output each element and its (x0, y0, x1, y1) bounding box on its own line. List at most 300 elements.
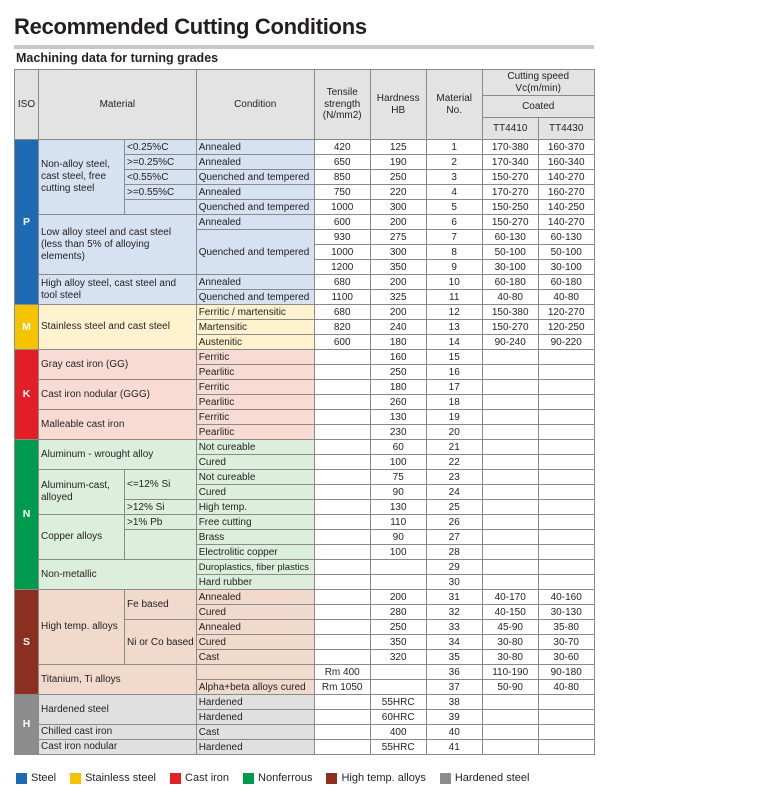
material-no-cell: 14 (426, 335, 482, 350)
condition-cell: Quenched and tempered (196, 290, 314, 305)
speed-tt4410-cell (482, 350, 538, 365)
material-no-cell: 26 (426, 515, 482, 530)
legend-item (326, 772, 425, 784)
hardness-cell: 275 (370, 230, 426, 245)
hardness-cell: 280 (370, 605, 426, 620)
condition-cell: Pearlitic (196, 365, 314, 380)
condition-cell: Cured (196, 455, 314, 470)
tensile-cell: 1000 (314, 245, 370, 260)
tensile-cell (314, 530, 370, 545)
material-no-cell: 10 (426, 275, 482, 290)
tensile-cell (314, 485, 370, 500)
speed-tt4410-cell: 170-380 (482, 140, 538, 155)
hardness-cell (370, 575, 426, 590)
tensile-cell (314, 545, 370, 560)
speed-tt4430-cell (538, 425, 594, 440)
tensile-cell: 1200 (314, 260, 370, 275)
page-title: Recommended Cutting Conditions (14, 14, 367, 39)
legend-label: Steel (31, 772, 57, 784)
table-row (15, 725, 595, 740)
speed-tt4430-cell: 40-160 (538, 590, 594, 605)
hardness-cell: 250 (370, 620, 426, 635)
table-row (15, 740, 595, 755)
material-no-cell: 34 (426, 635, 482, 650)
material-no-cell: 12 (426, 305, 482, 320)
condition-cell: Martensitic (196, 320, 314, 335)
speed-tt4430-cell: 90-220 (538, 335, 594, 350)
carbon-range: <0.25%C (125, 140, 197, 155)
iso-group-h: H (15, 695, 39, 755)
legend-item (243, 772, 312, 784)
legend-swatch (440, 773, 451, 784)
legend-item (170, 772, 229, 784)
condition-cell: Alpha+beta alloys cured (196, 680, 314, 695)
material-no-cell: 35 (426, 650, 482, 665)
hardness-cell: 60 (370, 440, 426, 455)
hardness-cell: 100 (370, 455, 426, 470)
speed-tt4430-cell (538, 710, 594, 725)
speed-tt4410-cell: 90-240 (482, 335, 538, 350)
condition-cell: Annealed (196, 185, 314, 200)
speed-tt4410-cell: 40-150 (482, 605, 538, 620)
speed-tt4410-cell (482, 425, 538, 440)
hardness-cell: 75 (370, 470, 426, 485)
condition-cell: Free cutting (196, 515, 314, 530)
material-no-cell: 6 (426, 215, 482, 230)
speed-tt4430-cell: 60-180 (538, 275, 594, 290)
header-hardness: Hardness HB (370, 70, 426, 140)
material-low-alloy-steel: Low alloy steel and cast steel (less than 5% of alloying elements) (39, 215, 197, 275)
material-no-cell: 32 (426, 605, 482, 620)
condition-cell: Ferritic (196, 350, 314, 365)
condition-cell: Cured (196, 605, 314, 620)
speed-tt4430-cell: 30-60 (538, 650, 594, 665)
speed-tt4430-cell (538, 515, 594, 530)
hardness-cell (370, 560, 426, 575)
material-copper-alloys: Copper alloys (39, 515, 125, 560)
speed-tt4410-cell: 60-130 (482, 230, 538, 245)
hardness-cell: 300 (370, 245, 426, 260)
condition-cell: Cast (196, 650, 314, 665)
carbon-range: >=0.55%C (125, 185, 197, 200)
condition-cell: Not cureable (196, 440, 314, 455)
tensile-cell (314, 455, 370, 470)
speed-tt4430-cell (538, 455, 594, 470)
condition-cell: Not cureable (196, 470, 314, 485)
table-row (15, 350, 595, 365)
tensile-cell: 750 (314, 185, 370, 200)
material-high-temp-alloys: High temp. alloys (39, 590, 125, 665)
header-condition: Condition (196, 70, 314, 140)
tensile-cell: Rm 1050 (314, 680, 370, 695)
condition-cell: Duroplastics, fiber plastics (196, 560, 314, 575)
table-body (15, 140, 595, 755)
table-row (15, 590, 595, 605)
table-row (15, 215, 595, 230)
material-hardened-steel: Hardened steel (39, 695, 197, 725)
legend-swatch (170, 773, 181, 784)
tensile-cell (314, 635, 370, 650)
table-row (15, 560, 595, 575)
material-no-cell: 20 (426, 425, 482, 440)
tensile-cell (314, 605, 370, 620)
hardness-cell: 200 (370, 275, 426, 290)
condition-cell: Hard rubber (196, 575, 314, 590)
material-no-cell: 40 (426, 725, 482, 740)
material-no-cell: 1 (426, 140, 482, 155)
material-malleable-cast-iron: Malleable cast iron (39, 410, 197, 440)
material-no-cell: 23 (426, 470, 482, 485)
tensile-cell (314, 350, 370, 365)
hardness-cell: 350 (370, 635, 426, 650)
speed-tt4430-cell (538, 410, 594, 425)
hardness-cell: 180 (370, 380, 426, 395)
speed-tt4410-cell (482, 470, 538, 485)
tensile-cell (314, 395, 370, 410)
speed-tt4410-cell (482, 440, 538, 455)
hardness-cell: 300 (370, 200, 426, 215)
hardness-cell: 260 (370, 395, 426, 410)
tensile-cell (314, 650, 370, 665)
speed-tt4430-cell: 140-270 (538, 215, 594, 230)
material-no-cell: 2 (426, 155, 482, 170)
material-non-metallic: Non-metallic (39, 560, 197, 590)
speed-tt4410-cell: 150-270 (482, 320, 538, 335)
speed-tt4410-cell: 30-80 (482, 650, 538, 665)
speed-tt4430-cell: 120-250 (538, 320, 594, 335)
speed-tt4430-cell: 50-100 (538, 245, 594, 260)
material-no-cell: 5 (426, 200, 482, 215)
material-no-cell: 9 (426, 260, 482, 275)
material-no-cell: 31 (426, 590, 482, 605)
tensile-cell (314, 440, 370, 455)
hardness-cell: 110 (370, 515, 426, 530)
condition-cell: Quenched and tempered (196, 170, 314, 185)
material-no-cell: 16 (426, 365, 482, 380)
material-chilled-cast-iron: Chilled cast iron (39, 725, 197, 740)
hardness-cell: 200 (370, 215, 426, 230)
tensile-cell: 930 (314, 230, 370, 245)
hardness-cell: 200 (370, 590, 426, 605)
hardness-cell: 130 (370, 500, 426, 515)
speed-tt4410-cell (482, 515, 538, 530)
speed-tt4430-cell: 90-180 (538, 665, 594, 680)
condition-cell: Ferritic (196, 410, 314, 425)
condition-cell: Quenched and tempered (196, 200, 314, 215)
legend-swatch (243, 773, 254, 784)
legend-item (70, 772, 156, 784)
hardness-cell: 220 (370, 185, 426, 200)
condition-cell: Brass (196, 530, 314, 545)
speed-tt4410-cell: 50-100 (482, 245, 538, 260)
legend-label: Cast iron (185, 772, 230, 784)
speed-tt4410-cell: 60-180 (482, 275, 538, 290)
speed-tt4430-cell: 160-370 (538, 140, 594, 155)
hardness-cell: 240 (370, 320, 426, 335)
hardness-cell: 250 (370, 365, 426, 380)
table-row (15, 140, 595, 155)
tensile-cell: 600 (314, 215, 370, 230)
tensile-cell (314, 620, 370, 635)
hardness-cell: 160 (370, 350, 426, 365)
speed-tt4410-cell (482, 740, 538, 755)
table-row (15, 275, 595, 290)
hardness-cell: 55HRC (370, 740, 426, 755)
tensile-cell (314, 515, 370, 530)
tensile-cell: 600 (314, 335, 370, 350)
material-no-cell: 29 (426, 560, 482, 575)
tensile-cell (314, 575, 370, 590)
iso-group-p: P (15, 140, 39, 305)
speed-tt4410-cell: 170-340 (482, 155, 538, 170)
speed-tt4410-cell (482, 575, 538, 590)
speed-tt4410-cell (482, 695, 538, 710)
speed-tt4430-cell: 160-340 (538, 155, 594, 170)
tensile-cell: 850 (314, 170, 370, 185)
material-aluminum-wrought: Aluminum - wrought alloy (39, 440, 197, 470)
speed-tt4410-cell (482, 725, 538, 740)
tensile-cell (314, 740, 370, 755)
header-material-no: Material No. (426, 70, 482, 140)
material-aluminum-cast: Aluminum-cast, alloyed (39, 470, 125, 515)
hardness-cell: 200 (370, 305, 426, 320)
hardness-cell: 55HRC (370, 695, 426, 710)
material-no-cell: 41 (426, 740, 482, 755)
speed-tt4430-cell (538, 530, 594, 545)
hardness-cell: 90 (370, 485, 426, 500)
title-divider (14, 45, 594, 49)
material-no-cell: 28 (426, 545, 482, 560)
condition-cell: Hardened (196, 695, 314, 710)
speed-tt4410-cell: 40-170 (482, 590, 538, 605)
hardness-cell (370, 665, 426, 680)
hardness-cell: 320 (370, 650, 426, 665)
tensile-cell (314, 410, 370, 425)
hardness-cell: 60HRC (370, 710, 426, 725)
material-no-cell: 4 (426, 185, 482, 200)
hardness-cell: 130 (370, 410, 426, 425)
header-cutting-speed: Cutting speed Vc(m/min) (482, 70, 594, 96)
table-row (15, 515, 595, 530)
condition-cell: Annealed (196, 155, 314, 170)
tensile-cell (314, 425, 370, 440)
condition-cell (196, 665, 314, 680)
material-no-cell: 19 (426, 410, 482, 425)
material-no-cell: 13 (426, 320, 482, 335)
legend-label: High temp. alloys (341, 772, 426, 784)
table-row (15, 380, 595, 395)
hardness-cell: 400 (370, 725, 426, 740)
material-non-alloy-steel: Non-alloy steel, cast steel, free cutting steel (39, 140, 125, 215)
speed-tt4430-cell: 35-80 (538, 620, 594, 635)
condition-cell: Austenitic (196, 335, 314, 350)
material-cast-iron-nodular-hardened: Cast iron nodular (39, 740, 197, 755)
legend-label: Hardened steel (454, 772, 530, 784)
iso-group-m: M (15, 305, 39, 350)
material-stainless-steel: Stainless steel and cast steel (39, 305, 197, 350)
table-row (15, 665, 595, 680)
tensile-cell (314, 365, 370, 380)
material-no-cell: 24 (426, 485, 482, 500)
legend-label: Stainless steel (85, 772, 157, 784)
tensile-cell (314, 500, 370, 515)
speed-tt4430-cell (538, 695, 594, 710)
condition-cell: Pearlitic (196, 395, 314, 410)
condition-cell: Cured (196, 485, 314, 500)
speed-tt4430-cell (538, 545, 594, 560)
material-no-cell: 37 (426, 680, 482, 695)
condition-cell: Annealed (196, 215, 314, 230)
tensile-cell: 680 (314, 305, 370, 320)
material-no-cell: 7 (426, 230, 482, 245)
speed-tt4410-cell: 50-90 (482, 680, 538, 695)
material-titanium: Titanium, Ti alloys (39, 665, 197, 695)
speed-tt4430-cell (538, 725, 594, 740)
tensile-cell (314, 710, 370, 725)
table-row (15, 440, 595, 455)
cutting-conditions-table (14, 69, 595, 755)
subcategory-blank (125, 530, 197, 560)
silicon-range: >12% Si (125, 500, 197, 515)
page-subtitle: Machining data for turning grades (16, 51, 219, 65)
speed-tt4410-cell: 110-190 (482, 665, 538, 680)
speed-tt4430-cell (538, 470, 594, 485)
base-type: Fe based (125, 590, 197, 620)
tensile-cell: 820 (314, 320, 370, 335)
speed-tt4410-cell (482, 395, 538, 410)
subcategory-blank (125, 200, 197, 215)
speed-tt4430-cell: 140-250 (538, 200, 594, 215)
tensile-cell: 680 (314, 275, 370, 290)
table-row (15, 470, 595, 485)
iso-group-k: K (15, 350, 39, 440)
speed-tt4430-cell (538, 560, 594, 575)
speed-tt4410-cell (482, 500, 538, 515)
condition-cell: Quenched and tempered (196, 230, 314, 275)
table-row (15, 410, 595, 425)
material-no-cell: 38 (426, 695, 482, 710)
hardness-cell: 125 (370, 140, 426, 155)
speed-tt4430-cell (538, 485, 594, 500)
tensile-cell (314, 560, 370, 575)
tensile-cell (314, 470, 370, 485)
material-no-cell: 15 (426, 350, 482, 365)
tensile-cell: 650 (314, 155, 370, 170)
speed-tt4430-cell: 40-80 (538, 290, 594, 305)
material-no-cell: 25 (426, 500, 482, 515)
table-row (15, 305, 595, 320)
material-no-cell: 8 (426, 245, 482, 260)
material-no-cell: 27 (426, 530, 482, 545)
hardness-cell: 100 (370, 545, 426, 560)
speed-tt4430-cell: 30-130 (538, 605, 594, 620)
tensile-cell: 420 (314, 140, 370, 155)
speed-tt4410-cell: 45-90 (482, 620, 538, 635)
speed-tt4410-cell (482, 380, 538, 395)
condition-cell: Cured (196, 635, 314, 650)
condition-cell: Pearlitic (196, 425, 314, 440)
hardness-cell (370, 680, 426, 695)
condition-cell: Annealed (196, 620, 314, 635)
header-grade-tt4410: TT4410 (482, 118, 538, 140)
material-no-cell: 3 (426, 170, 482, 185)
legend-swatch (70, 773, 81, 784)
speed-tt4410-cell (482, 410, 538, 425)
material-no-cell: 36 (426, 665, 482, 680)
condition-cell: Electrolitic copper (196, 545, 314, 560)
material-no-cell: 11 (426, 290, 482, 305)
header-iso: ISO (15, 70, 39, 140)
material-no-cell: 22 (426, 455, 482, 470)
material-no-cell: 18 (426, 395, 482, 410)
material-no-cell: 21 (426, 440, 482, 455)
speed-tt4430-cell: 60-130 (538, 230, 594, 245)
silicon-range: <=12% Si (125, 470, 197, 500)
speed-tt4410-cell: 150-270 (482, 170, 538, 185)
condition-cell: Cast (196, 725, 314, 740)
material-no-cell: 30 (426, 575, 482, 590)
hardness-cell: 180 (370, 335, 426, 350)
speed-tt4430-cell (538, 575, 594, 590)
speed-tt4410-cell (482, 710, 538, 725)
legend-swatch (326, 773, 337, 784)
speed-tt4410-cell (482, 365, 538, 380)
condition-cell: Ferritic (196, 380, 314, 395)
header-grade-tt4430: TT4430 (538, 118, 594, 140)
legend-swatch (16, 773, 27, 784)
speed-tt4410-cell: 40-80 (482, 290, 538, 305)
speed-tt4410-cell (482, 545, 538, 560)
condition-cell: Annealed (196, 275, 314, 290)
material-cast-iron-nodular: Cast iron nodular (GGG) (39, 380, 197, 410)
speed-tt4410-cell: 150-250 (482, 200, 538, 215)
hardness-cell: 230 (370, 425, 426, 440)
condition-cell: Ferritic / martensitic (196, 305, 314, 320)
speed-tt4410-cell (482, 530, 538, 545)
tensile-cell (314, 725, 370, 740)
condition-cell: Annealed (196, 590, 314, 605)
speed-tt4410-cell: 30-80 (482, 635, 538, 650)
speed-tt4410-cell: 170-270 (482, 185, 538, 200)
speed-tt4410-cell: 30-100 (482, 260, 538, 275)
speed-tt4410-cell (482, 560, 538, 575)
iso-group-n: N (15, 440, 39, 590)
header-material: Material (39, 70, 197, 140)
hardness-cell: 350 (370, 260, 426, 275)
speed-tt4430-cell: 120-270 (538, 305, 594, 320)
tensile-cell (314, 695, 370, 710)
speed-tt4430-cell (538, 740, 594, 755)
iso-group-s: S (15, 590, 39, 695)
carbon-range: <0.55%C (125, 170, 197, 185)
header-tensile (314, 70, 370, 140)
tensile-cell (314, 590, 370, 605)
condition-cell: High temp. (196, 500, 314, 515)
speed-tt4410-cell (482, 455, 538, 470)
carbon-range: >=0.25%C (125, 155, 197, 170)
speed-tt4410-cell: 150-270 (482, 215, 538, 230)
legend-item (440, 772, 530, 784)
speed-tt4430-cell: 30-70 (538, 635, 594, 650)
condition-cell: Annealed (196, 140, 314, 155)
table-row (15, 695, 595, 710)
speed-tt4430-cell: 30-100 (538, 260, 594, 275)
header-tensile-label: Tensile strength (N/mm2) (322, 87, 362, 122)
hardness-cell: 250 (370, 170, 426, 185)
material-high-alloy-steel: High alloy steel, cast steel and tool steel (39, 275, 197, 305)
speed-tt4410-cell (482, 485, 538, 500)
header-coated: Coated (482, 96, 594, 118)
